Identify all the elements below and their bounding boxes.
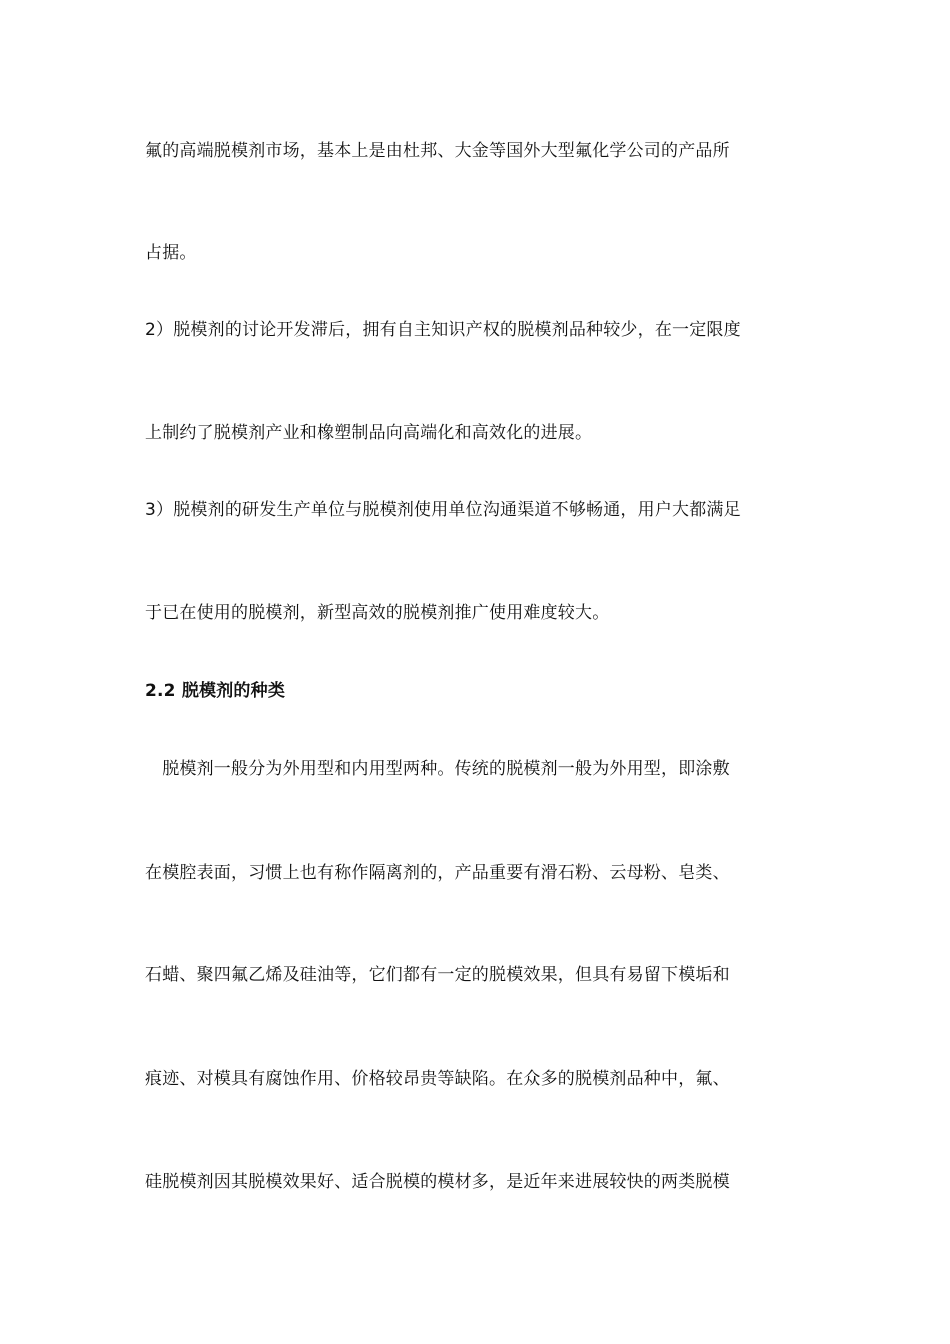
list-item-2-line-2: 上制约了脱模剂产业和橡塑制品向高端化和高效化的进展。 [145,423,593,443]
section-heading: 2.2 脱模剂的种类 [145,681,286,701]
body-paragraph-line-5: 硅脱模剂因其脱模效果好、适合脱模的模材多，是近年来进展较快的两类脱模 [145,1172,730,1192]
body-paragraph-line-3: 石蜡、聚四氟乙烯及硅油等，它们都有一定的脱模效果，但具有易留下模垢和 [145,965,730,985]
body-paragraph-line-1: 脱模剂一般分为外用型和内用型两种。传统的脱模剂一般为外用型，即涂敷 [145,759,730,779]
list-item-2-line-1: 2）脱模剂的讨论开发滞后，拥有自主知识产权的脱模剂品种较少，在一定限度 [145,320,741,340]
paragraph-line-1: 氟的高端脱模剂市场，基本上是由杜邦、大金等国外大型氟化学公司的产品所 [145,141,730,161]
list-item-3-line-2: 于已在使用的脱模剂，新型高效的脱模剂推广使用难度较大。 [145,603,610,623]
body-paragraph-line-2: 在模腔表面，习惯上也有称作隔离剂的，产品重要有滑石粉、云母粉、皂类、 [145,863,730,883]
paragraph-line-2: 占据。 [145,243,197,263]
body-paragraph-line-4: 痕迹、对模具有腐蚀作用、价格较昂贵等缺陷。在众多的脱模剂品种中，氟、 [145,1069,730,1089]
list-item-3-line-1: 3）脱模剂的研发生产单位与脱模剂使用单位沟通渠道不够畅通，用户大都满足 [145,500,741,520]
